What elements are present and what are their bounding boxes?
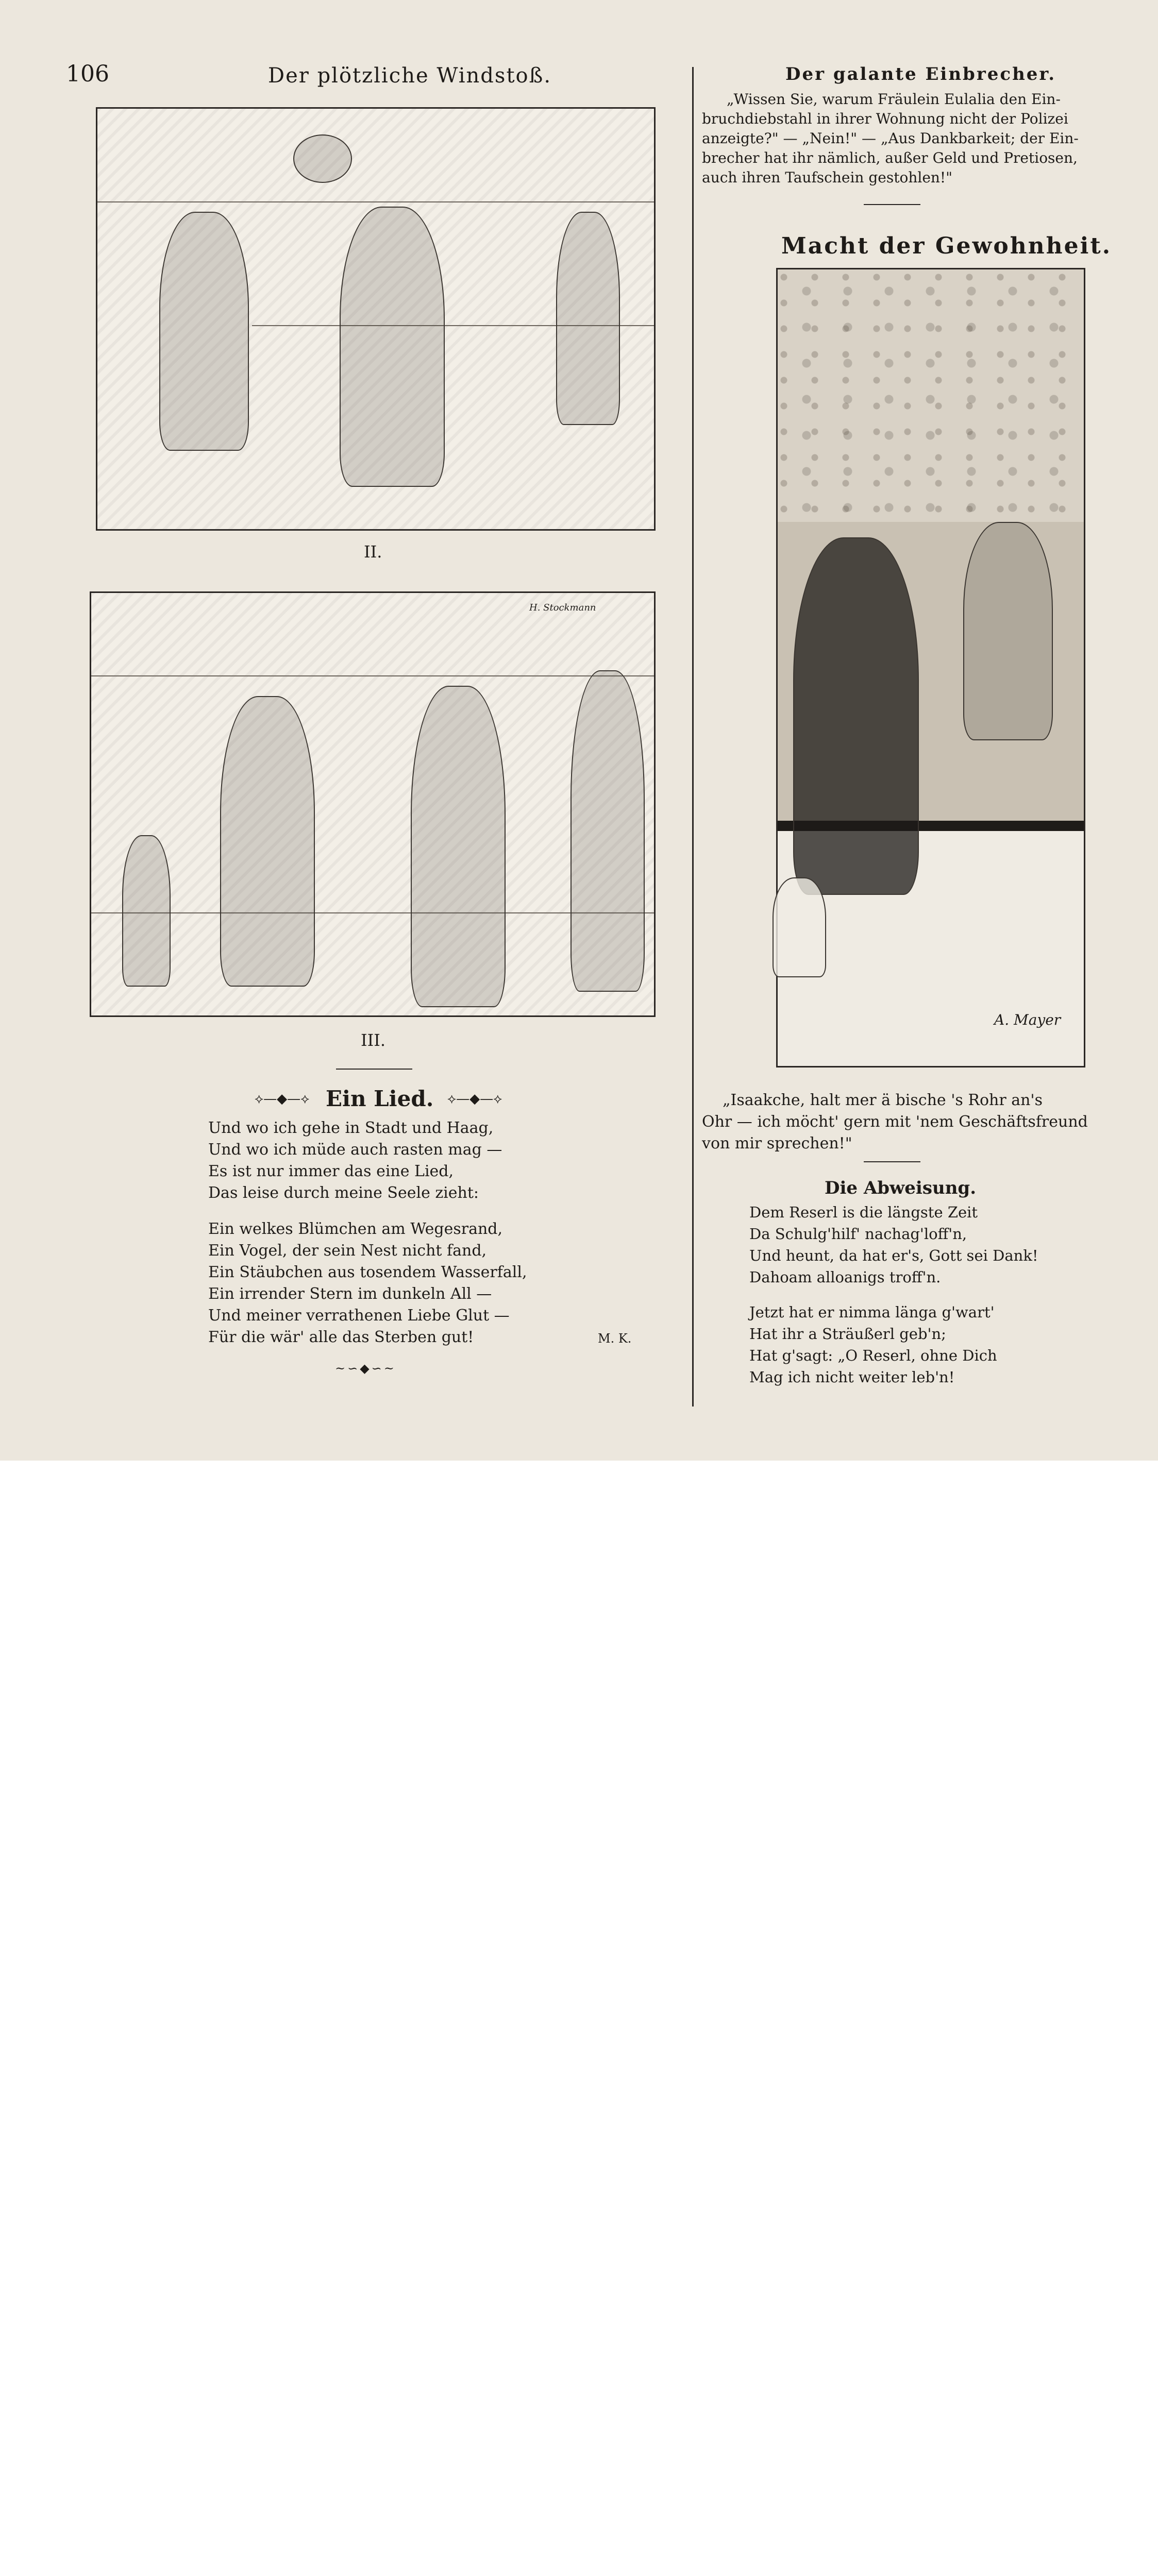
ornament-right: ⟡—◆—⟡: [447, 1091, 502, 1107]
anecdote-line: bruchdiebstahl in ihrer Wohnung nicht der Polizei: [702, 110, 1068, 127]
poem-line: Und wo ich gehe in Stadt und Haag,: [208, 1119, 494, 1137]
cartoon-title: Macht der Gewohnheit.: [781, 233, 1112, 259]
figure-label-ii: II.: [364, 542, 382, 562]
figure-label-iii: III.: [361, 1030, 386, 1050]
anecdote-title: Der galante Einbrecher.: [785, 64, 1056, 84]
cartoon-caption-line: von mir sprechen!": [702, 1134, 852, 1153]
column-divider: [692, 67, 694, 1406]
poem2-title: Die Abweisung.: [825, 1178, 977, 1198]
cartoon-caption-line: Ohr — ich möcht' gern mit 'nem Geschäftsfreund: [702, 1113, 1088, 1131]
poem-line: Das leise durch meine Seele zieht:: [208, 1184, 479, 1202]
end-ornament: ~∽◆∽~: [335, 1361, 396, 1376]
anecdote-line: anzeigte?" — „Nein!" — „Aus Dankbarkeit; der Ein-: [702, 130, 1079, 147]
cartoon-illustration: [776, 268, 1085, 1067]
poem2-line: Dem Reserl is die längste Zeit: [749, 1204, 978, 1221]
poem2-line: Dahoam alloanigs troff'n.: [749, 1268, 941, 1286]
section-rule: [336, 1069, 412, 1070]
poem-line: Ein Stäubchen aus tosendem Wasserfall,: [208, 1263, 527, 1281]
poem2-line: Hat g'sagt: „O Reserl, ohne Dich: [749, 1347, 997, 1364]
page-number: 106: [66, 61, 109, 87]
caption-rule: [864, 1161, 920, 1162]
poem2-line: Hat ihr a Sträußerl geb'n;: [749, 1325, 946, 1343]
poem-line: Ein Vogel, der sein Nest nicht fand,: [208, 1242, 487, 1260]
anecdote-line: brecher hat ihr nämlich, außer Geld und Pretiosen,: [702, 149, 1078, 166]
anecdote-line: „Wissen Sie, warum Fräulein Eulalia den Ein-: [727, 91, 1061, 108]
illustration-signature: H. Stockmann: [529, 602, 596, 613]
illustration-ii: [96, 107, 656, 531]
poem-title: Ein Lied.: [326, 1086, 434, 1111]
poem2-line: Jetzt hat er nimma länga g'wart': [749, 1303, 995, 1321]
poem-signature: M. K.: [598, 1331, 632, 1346]
poem2-line: Mag ich nicht weiter leb'n!: [749, 1368, 955, 1386]
anecdote-line: auch ihren Taufschein gestohlen!": [702, 169, 953, 186]
poem-line: Und wo ich müde auch rasten mag —: [208, 1141, 502, 1159]
poem-line: Und meiner verrathenen Liebe Glut —: [208, 1307, 510, 1325]
poem-line: Ein welkes Blümchen am Wegesrand,: [208, 1220, 503, 1238]
poem2-line: Und heunt, da hat er's, Gott sei Dank!: [749, 1247, 1038, 1264]
viewer-footer: [0, 1461, 1158, 1544]
poem-line: Für die wär' alle das Sterben gut!: [208, 1328, 474, 1346]
poem-line: Es ist nur immer das eine Lied,: [208, 1162, 454, 1180]
cartoon-caption-line: „Isaakche, halt mer ä bische 's Rohr an's: [723, 1091, 1043, 1109]
poem-line: Ein irrender Stern im dunkeln All —: [208, 1285, 492, 1303]
illustration-iii: [90, 591, 656, 1017]
anecdote-rule: [864, 204, 920, 205]
cartoon-signature: A. Mayer: [994, 1011, 1061, 1028]
ornament-left: ⟡—◆—⟡: [255, 1091, 310, 1107]
poem2-line: Da Schulg'hilf' nachag'loff'n,: [749, 1225, 967, 1243]
running-title: Der plötzliche Windstoß.: [268, 64, 552, 88]
